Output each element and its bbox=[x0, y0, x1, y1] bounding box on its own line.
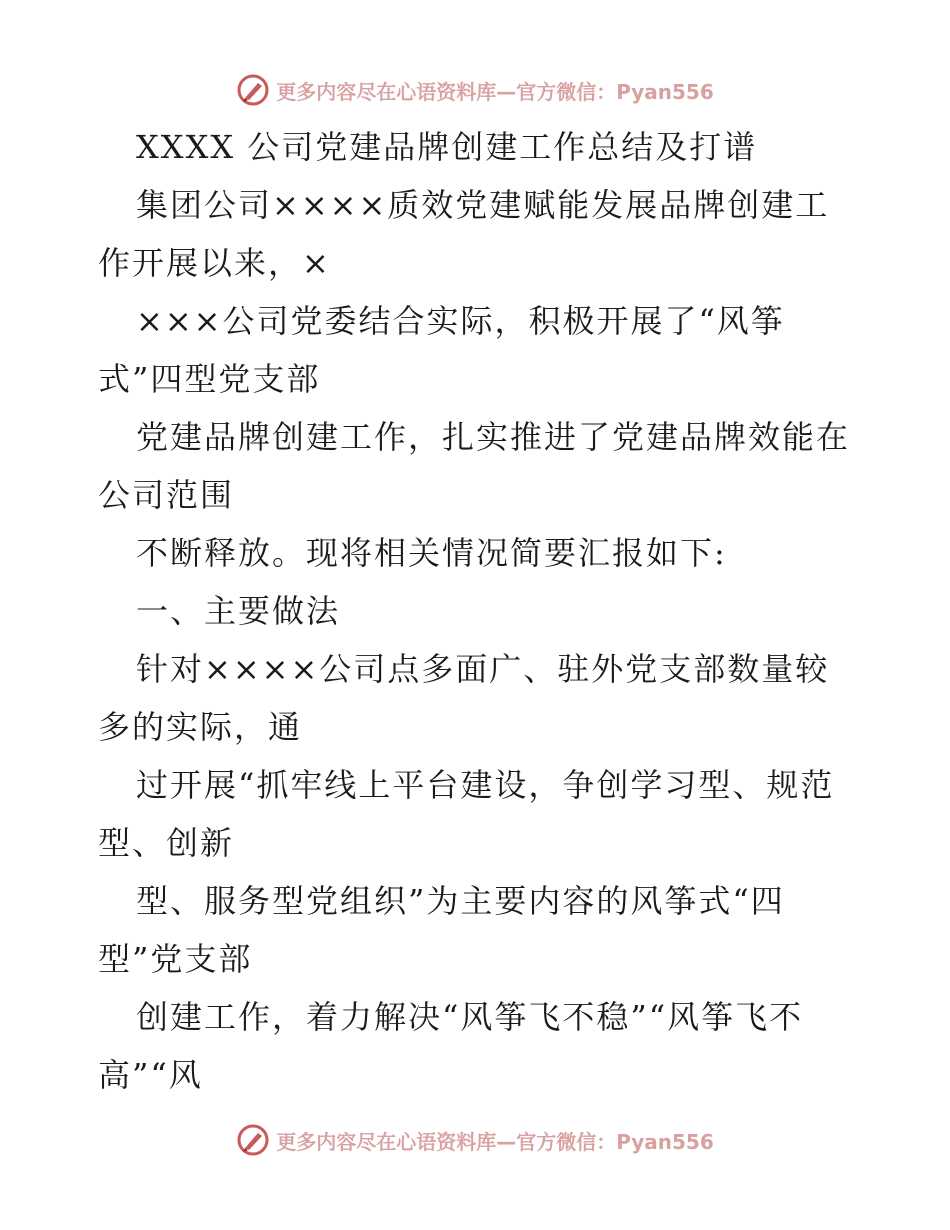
text-line: 创建工作，着力解决“风筝飞不稳”“风筝飞不 bbox=[136, 998, 804, 1036]
text-line: 型、服务型党组织”为主要内容的风筝式“四 bbox=[136, 882, 785, 920]
text-line: 党建品牌创建工作，扎实推进了党建品牌效能在 bbox=[136, 418, 851, 456]
text-line: 型”党支部 bbox=[98, 940, 253, 978]
document-body bbox=[98, 118, 854, 1104]
text-line: 型、创新 bbox=[98, 824, 235, 862]
text-line: 一、主要做法 bbox=[136, 592, 341, 630]
watermark-text: 更多内容尽在心语资料库—官方微信：Pyan556 bbox=[276, 79, 714, 104]
text-line: 过开展“抓牢线上平台建设，争创学习型、规范 bbox=[136, 766, 835, 804]
pen-logo-icon bbox=[236, 1123, 270, 1157]
text-line: 式”四型党支部 bbox=[98, 360, 321, 398]
pen-logo-icon bbox=[236, 73, 270, 107]
text-line: 作开展以来，× bbox=[98, 244, 331, 282]
watermark-text: 更多内容尽在心语资料库—官方微信：Pyan556 bbox=[276, 1129, 714, 1154]
text-line: 针对××××公司点多面广、驻外党支部数量较 bbox=[136, 650, 830, 688]
text-line: 高”“风 bbox=[98, 1056, 203, 1094]
watermark-header bbox=[0, 70, 950, 110]
text-line: 公司范围 bbox=[98, 476, 235, 514]
text-line: 集团公司××××质效党建赋能发展品牌创建工 bbox=[136, 186, 830, 224]
text-line: XXXX 公司党建品牌创建工作总结及打谱 bbox=[136, 128, 758, 166]
text-line: 多的实际，通 bbox=[98, 708, 303, 746]
text-line: ×××公司党委结合实际，积极开展了“风筝 bbox=[136, 302, 785, 340]
watermark-footer bbox=[0, 1120, 950, 1160]
text-line: 不断释放。现将相关情况简要汇报如下: bbox=[136, 534, 727, 572]
